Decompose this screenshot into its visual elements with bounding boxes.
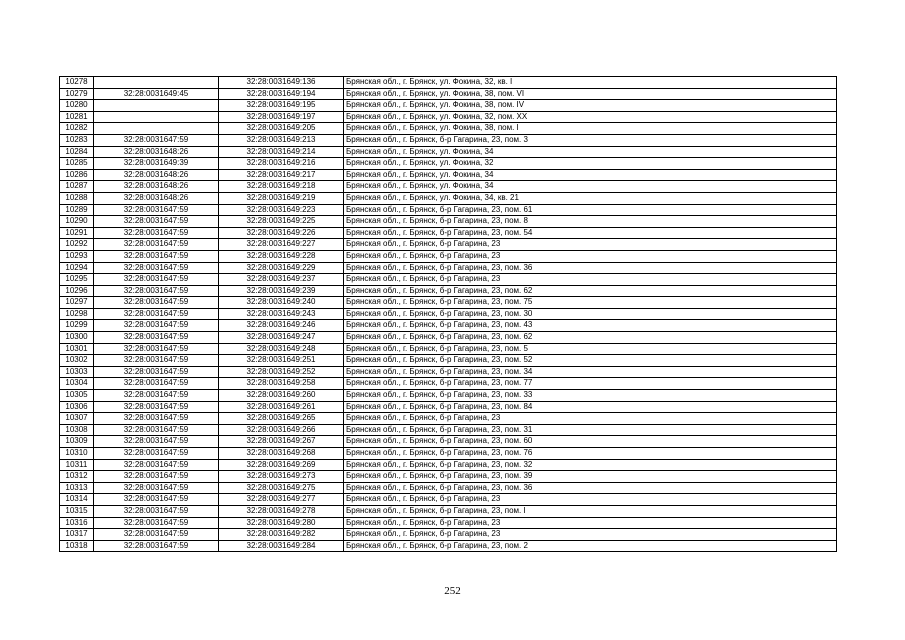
address-cell: Брянская обл., г. Брянск, б-р Гагарина, 23, пом. 62 xyxy=(344,332,837,344)
cadastral-number-cell: 32:28:0031649:252 xyxy=(219,366,344,378)
cadastral-number-cell: 32:28:0031649:261 xyxy=(219,401,344,413)
parent-cadastral-number-cell: 32:28:0031649:39 xyxy=(94,158,219,170)
table-row xyxy=(60,332,837,344)
table-row xyxy=(60,77,837,89)
cadastral-number-cell: 32:28:0031649:258 xyxy=(219,378,344,390)
address-cell: Брянская обл., г. Брянск, б-р Гагарина, 23 xyxy=(344,517,837,529)
row-number-cell: 10278 xyxy=(60,77,94,89)
table-row xyxy=(60,308,837,320)
parent-cadastral-number-cell: 32:28:0031647:59 xyxy=(94,332,219,344)
address-cell: Брянская обл., г. Брянск, б-р Гагарина, 23, пом. 43 xyxy=(344,320,837,332)
table-row xyxy=(60,169,837,181)
row-number-cell: 10316 xyxy=(60,517,94,529)
row-number-cell: 10304 xyxy=(60,378,94,390)
parent-cadastral-number-cell: 32:28:0031647:59 xyxy=(94,529,219,541)
row-number-cell: 10289 xyxy=(60,204,94,216)
row-number-cell: 10292 xyxy=(60,239,94,251)
row-number-cell: 10303 xyxy=(60,366,94,378)
parent-cadastral-number-cell: 32:28:0031648:26 xyxy=(94,192,219,204)
cadastral-number-cell: 32:28:0031649:216 xyxy=(219,158,344,170)
parent-cadastral-number-cell: 32:28:0031647:59 xyxy=(94,482,219,494)
registry-table xyxy=(59,76,837,552)
cadastral-number-cell: 32:28:0031649:195 xyxy=(219,100,344,112)
parent-cadastral-number-cell: 32:28:0031647:59 xyxy=(94,320,219,332)
table-row xyxy=(60,436,837,448)
table-row xyxy=(60,239,837,251)
table-row xyxy=(60,100,837,112)
row-number-cell: 10283 xyxy=(60,134,94,146)
address-cell: Брянская обл., г. Брянск, б-р Гагарина, 23, пом. 60 xyxy=(344,436,837,448)
parent-cadastral-number-cell: 32:28:0031647:59 xyxy=(94,424,219,436)
address-cell: Брянская обл., г. Брянск, б-р Гагарина, 23 xyxy=(344,250,837,262)
cadastral-number-cell: 32:28:0031649:205 xyxy=(219,123,344,135)
cadastral-number-cell: 32:28:0031649:194 xyxy=(219,88,344,100)
row-number-cell: 10285 xyxy=(60,158,94,170)
row-number-cell: 10318 xyxy=(60,540,94,552)
parent-cadastral-number-cell: 32:28:0031647:59 xyxy=(94,366,219,378)
cadastral-number-cell: 32:28:0031649:266 xyxy=(219,424,344,436)
cadastral-number-cell: 32:28:0031649:136 xyxy=(219,77,344,89)
cadastral-number-cell: 32:28:0031649:251 xyxy=(219,355,344,367)
row-number-cell: 10290 xyxy=(60,216,94,228)
row-number-cell: 10311 xyxy=(60,459,94,471)
address-cell: Брянская обл., г. Брянск, ул. Фокина, 34 xyxy=(344,146,837,158)
address-cell: Брянская обл., г. Брянск, б-р Гагарина, 23, пом. 33 xyxy=(344,390,837,402)
cadastral-number-cell: 32:28:0031649:243 xyxy=(219,308,344,320)
row-number-cell: 10317 xyxy=(60,529,94,541)
row-number-cell: 10288 xyxy=(60,192,94,204)
cadastral-number-cell: 32:28:0031649:219 xyxy=(219,192,344,204)
cadastral-number-cell: 32:28:0031649:275 xyxy=(219,482,344,494)
row-number-cell: 10301 xyxy=(60,343,94,355)
address-cell: Брянская обл., г. Брянск, ул. Фокина, 38, пом. IV xyxy=(344,100,837,112)
row-number-cell: 10282 xyxy=(60,123,94,135)
row-number-cell: 10307 xyxy=(60,413,94,425)
table-row xyxy=(60,424,837,436)
cadastral-number-cell: 32:28:0031649:239 xyxy=(219,285,344,297)
row-number-cell: 10314 xyxy=(60,494,94,506)
table-row xyxy=(60,540,837,552)
cadastral-number-cell: 32:28:0031649:277 xyxy=(219,494,344,506)
parent-cadastral-number-cell: 32:28:0031648:26 xyxy=(94,181,219,193)
table-row xyxy=(60,482,837,494)
parent-cadastral-number-cell: 32:28:0031647:59 xyxy=(94,227,219,239)
parent-cadastral-number-cell: 32:28:0031648:26 xyxy=(94,146,219,158)
cadastral-number-cell: 32:28:0031649:269 xyxy=(219,459,344,471)
address-cell: Брянская обл., г. Брянск, б-р Гагарина, 23 xyxy=(344,413,837,425)
cadastral-number-cell: 32:28:0031649:268 xyxy=(219,448,344,460)
row-number-cell: 10302 xyxy=(60,355,94,367)
address-cell: Брянская обл., г. Брянск, б-р Гагарина, 23, пом. 32 xyxy=(344,459,837,471)
row-number-cell: 10280 xyxy=(60,100,94,112)
address-cell: Брянская обл., г. Брянск, б-р Гагарина, 23, пом. 62 xyxy=(344,285,837,297)
address-cell: Брянская обл., г. Брянск, ул. Фокина, 32 xyxy=(344,158,837,170)
table-row xyxy=(60,262,837,274)
address-cell: Брянская обл., г. Брянск, б-р Гагарина, 23 xyxy=(344,274,837,286)
table-row xyxy=(60,192,837,204)
parent-cadastral-number-cell: 32:28:0031647:59 xyxy=(94,216,219,228)
address-cell: Брянская обл., г. Брянск, б-р Гагарина, 23, пом. 3 xyxy=(344,134,837,146)
address-cell: Брянская обл., г. Брянск, б-р Гагарина, 23, пом. I xyxy=(344,505,837,517)
parent-cadastral-number-cell: 32:28:0031647:59 xyxy=(94,413,219,425)
table-row xyxy=(60,134,837,146)
table-row xyxy=(60,88,837,100)
table-row xyxy=(60,366,837,378)
cadastral-number-cell: 32:28:0031649:267 xyxy=(219,436,344,448)
address-cell: Брянская обл., г. Брянск, б-р Гагарина, 23, пом. 39 xyxy=(344,471,837,483)
cadastral-number-cell: 32:28:0031649:223 xyxy=(219,204,344,216)
table-row xyxy=(60,505,837,517)
address-cell: Брянская обл., г. Брянск, б-р Гагарина, 23, пом. 2 xyxy=(344,540,837,552)
parent-cadastral-number-cell xyxy=(94,100,219,112)
table-row xyxy=(60,459,837,471)
row-number-cell: 10300 xyxy=(60,332,94,344)
table-row xyxy=(60,401,837,413)
table-row xyxy=(60,111,837,123)
table-row xyxy=(60,517,837,529)
table-row xyxy=(60,494,837,506)
row-number-cell: 10306 xyxy=(60,401,94,413)
cadastral-number-cell: 32:28:0031649:248 xyxy=(219,343,344,355)
address-cell: Брянская обл., г. Брянск, б-р Гагарина, 23, пом. 36 xyxy=(344,482,837,494)
page-number: 252 xyxy=(444,585,461,597)
table-row xyxy=(60,158,837,170)
row-number-cell: 10315 xyxy=(60,505,94,517)
address-cell: Брянская обл., г. Брянск, б-р Гагарина, 23, пом. 31 xyxy=(344,424,837,436)
row-number-cell: 10305 xyxy=(60,390,94,402)
parent-cadastral-number-cell: 32:28:0031647:59 xyxy=(94,274,219,286)
row-number-cell: 10297 xyxy=(60,297,94,309)
parent-cadastral-number-cell: 32:28:0031647:59 xyxy=(94,517,219,529)
address-cell: Брянская обл., г. Брянск, ул. Фокина, 34 xyxy=(344,169,837,181)
address-cell: Брянская обл., г. Брянск, б-р Гагарина, 23, пом. 36 xyxy=(344,262,837,274)
parent-cadastral-number-cell: 32:28:0031647:59 xyxy=(94,285,219,297)
parent-cadastral-number-cell: 32:28:0031647:59 xyxy=(94,343,219,355)
table-row xyxy=(60,181,837,193)
table-row xyxy=(60,274,837,286)
address-cell: Брянская обл., г. Брянск, б-р Гагарина, 23 xyxy=(344,529,837,541)
table-row xyxy=(60,227,837,239)
parent-cadastral-number-cell: 32:28:0031647:59 xyxy=(94,471,219,483)
table-row xyxy=(60,297,837,309)
address-cell: Брянская обл., г. Брянск, ул. Фокина, 38, пом. VI xyxy=(344,88,837,100)
address-cell: Брянская обл., г. Брянск, б-р Гагарина, 23, пом. 54 xyxy=(344,227,837,239)
cadastral-number-cell: 32:28:0031649:229 xyxy=(219,262,344,274)
cadastral-number-cell: 32:28:0031649:260 xyxy=(219,390,344,402)
parent-cadastral-number-cell: 32:28:0031647:59 xyxy=(94,308,219,320)
cadastral-number-cell: 32:28:0031649:225 xyxy=(219,216,344,228)
parent-cadastral-number-cell: 32:28:0031647:59 xyxy=(94,448,219,460)
address-cell: Брянская обл., г. Брянск, б-р Гагарина, 23, пом. 76 xyxy=(344,448,837,460)
row-number-cell: 10296 xyxy=(60,285,94,297)
address-cell: Брянская обл., г. Брянск, б-р Гагарина, 23, пом. 5 xyxy=(344,343,837,355)
row-number-cell: 10279 xyxy=(60,88,94,100)
parent-cadastral-number-cell: 32:28:0031647:59 xyxy=(94,297,219,309)
address-cell: Брянская обл., г. Брянск, б-р Гагарина, 23 xyxy=(344,239,837,251)
address-cell: Брянская обл., г. Брянск, ул. Фокина, 32, пом. XX xyxy=(344,111,837,123)
cadastral-number-cell: 32:28:0031649:278 xyxy=(219,505,344,517)
cadastral-number-cell: 32:28:0031649:227 xyxy=(219,239,344,251)
address-cell: Брянская обл., г. Брянск, б-р Гагарина, 23, пом. 52 xyxy=(344,355,837,367)
address-cell: Брянская обл., г. Брянск, б-р Гагарина, 23 xyxy=(344,494,837,506)
table-row xyxy=(60,448,837,460)
table-row xyxy=(60,123,837,135)
cadastral-number-cell: 32:28:0031649:247 xyxy=(219,332,344,344)
row-number-cell: 10309 xyxy=(60,436,94,448)
row-number-cell: 10281 xyxy=(60,111,94,123)
cadastral-number-cell: 32:28:0031649:265 xyxy=(219,413,344,425)
parent-cadastral-number-cell: 32:28:0031648:26 xyxy=(94,169,219,181)
address-cell: Брянская обл., г. Брянск, б-р Гагарина, 23, пом. 77 xyxy=(344,378,837,390)
cadastral-number-cell: 32:28:0031649:273 xyxy=(219,471,344,483)
address-cell: Брянская обл., г. Брянск, б-р Гагарина, 23, пом. 8 xyxy=(344,216,837,228)
row-number-cell: 10299 xyxy=(60,320,94,332)
cadastral-number-cell: 32:28:0031649:284 xyxy=(219,540,344,552)
address-cell: Брянская обл., г. Брянск, б-р Гагарина, 23, пом. 75 xyxy=(344,297,837,309)
cadastral-number-cell: 32:28:0031649:280 xyxy=(219,517,344,529)
table-row xyxy=(60,320,837,332)
table-row xyxy=(60,413,837,425)
parent-cadastral-number-cell: 32:28:0031647:59 xyxy=(94,355,219,367)
cadastral-number-cell: 32:28:0031649:228 xyxy=(219,250,344,262)
address-cell: Брянская обл., г. Брянск, б-р Гагарина, 23, пом. 34 xyxy=(344,366,837,378)
row-number-cell: 10310 xyxy=(60,448,94,460)
parent-cadastral-number-cell: 32:28:0031647:59 xyxy=(94,390,219,402)
row-number-cell: 10286 xyxy=(60,169,94,181)
row-number-cell: 10294 xyxy=(60,262,94,274)
table-row xyxy=(60,378,837,390)
table-row xyxy=(60,471,837,483)
row-number-cell: 10287 xyxy=(60,181,94,193)
cadastral-number-cell: 32:28:0031649:240 xyxy=(219,297,344,309)
parent-cadastral-number-cell: 32:28:0031647:59 xyxy=(94,505,219,517)
registry-table-body xyxy=(60,77,837,552)
address-cell: Брянская обл., г. Брянск, б-р Гагарина, 23, пом. 30 xyxy=(344,308,837,320)
address-cell: Брянская обл., г. Брянск, ул. Фокина, 34 xyxy=(344,181,837,193)
parent-cadastral-number-cell: 32:28:0031647:59 xyxy=(94,378,219,390)
parent-cadastral-number-cell: 32:28:0031647:59 xyxy=(94,250,219,262)
table-row xyxy=(60,390,837,402)
cadastral-number-cell: 32:28:0031649:282 xyxy=(219,529,344,541)
parent-cadastral-number-cell: 32:28:0031647:59 xyxy=(94,204,219,216)
table-row xyxy=(60,355,837,367)
address-cell: Брянская обл., г. Брянск, ул. Фокина, 38, пом. I xyxy=(344,123,837,135)
parent-cadastral-number-cell: 32:28:0031647:59 xyxy=(94,262,219,274)
table-row xyxy=(60,216,837,228)
parent-cadastral-number-cell: 32:28:0031647:59 xyxy=(94,540,219,552)
cadastral-number-cell: 32:28:0031649:214 xyxy=(219,146,344,158)
row-number-cell: 10312 xyxy=(60,471,94,483)
table-row xyxy=(60,529,837,541)
cadastral-number-cell: 32:28:0031649:246 xyxy=(219,320,344,332)
cadastral-number-cell: 32:28:0031649:237 xyxy=(219,274,344,286)
table-row xyxy=(60,250,837,262)
address-cell: Брянская обл., г. Брянск, б-р Гагарина, 23, пом. 84 xyxy=(344,401,837,413)
parent-cadastral-number-cell: 32:28:0031647:59 xyxy=(94,459,219,471)
row-number-cell: 10313 xyxy=(60,482,94,494)
address-cell: Брянская обл., г. Брянск, б-р Гагарина, 23, пом. 61 xyxy=(344,204,837,216)
cadastral-number-cell: 32:28:0031649:197 xyxy=(219,111,344,123)
address-cell: Брянская обл., г. Брянск, ул. Фокина, 32, кв. I xyxy=(344,77,837,89)
parent-cadastral-number-cell: 32:28:0031647:59 xyxy=(94,436,219,448)
address-cell: Брянская обл., г. Брянск, ул. Фокина, 34, кв. 21 xyxy=(344,192,837,204)
row-number-cell: 10293 xyxy=(60,250,94,262)
parent-cadastral-number-cell: 32:28:0031647:59 xyxy=(94,494,219,506)
parent-cadastral-number-cell: 32:28:0031647:59 xyxy=(94,239,219,251)
cadastral-number-cell: 32:28:0031649:218 xyxy=(219,181,344,193)
table-row xyxy=(60,343,837,355)
parent-cadastral-number-cell xyxy=(94,123,219,135)
row-number-cell: 10298 xyxy=(60,308,94,320)
row-number-cell: 10291 xyxy=(60,227,94,239)
table-row xyxy=(60,204,837,216)
cadastral-number-cell: 32:28:0031649:217 xyxy=(219,169,344,181)
table-row xyxy=(60,285,837,297)
cadastral-number-cell: 32:28:0031649:213 xyxy=(219,134,344,146)
parent-cadastral-number-cell: 32:28:0031647:59 xyxy=(94,134,219,146)
table-row xyxy=(60,146,837,158)
parent-cadastral-number-cell xyxy=(94,77,219,89)
row-number-cell: 10308 xyxy=(60,424,94,436)
row-number-cell: 10284 xyxy=(60,146,94,158)
cadastral-number-cell: 32:28:0031649:226 xyxy=(219,227,344,239)
row-number-cell: 10295 xyxy=(60,274,94,286)
parent-cadastral-number-cell xyxy=(94,111,219,123)
parent-cadastral-number-cell: 32:28:0031647:59 xyxy=(94,401,219,413)
parent-cadastral-number-cell: 32:28:0031649:45 xyxy=(94,88,219,100)
